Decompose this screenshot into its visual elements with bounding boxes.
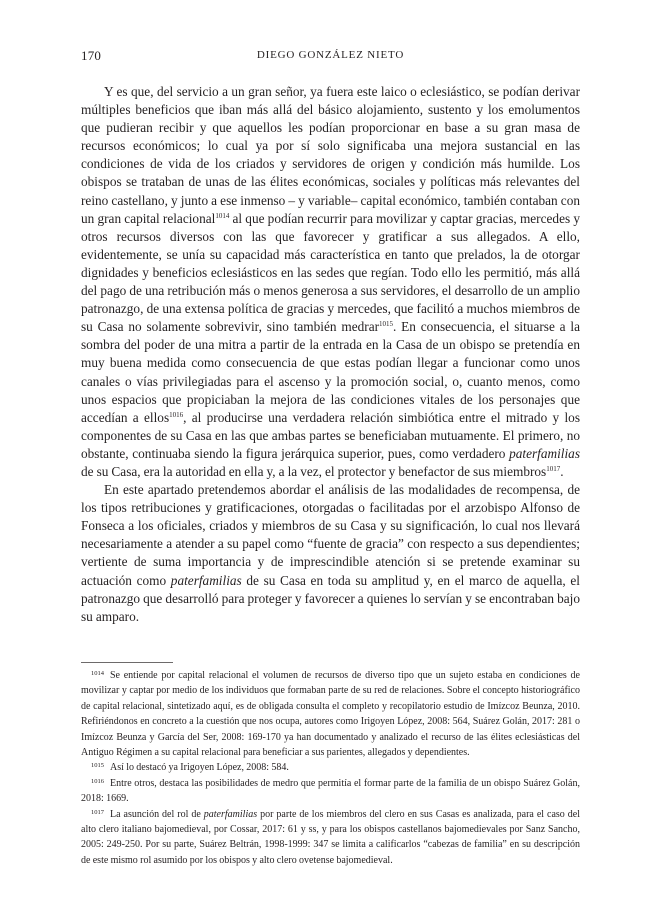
footnote-separator — [81, 662, 173, 663]
paragraph-1 — [81, 83, 580, 481]
italic-term: paterfamilias — [170, 572, 242, 588]
footnote-1014 — [81, 668, 580, 760]
footnote-text: Entre otros, destaca las posibilidades de medro que permitía el formar parte de la familia de un obispo Suárez Golán, 2018: 1669. — [81, 777, 580, 805]
italic-term: paterfamilias — [203, 808, 258, 820]
footnote-number: 1014 — [91, 670, 104, 677]
footnote-ref-1016[interactable]: 1016 — [169, 410, 184, 419]
footnote-number: 1017 — [91, 808, 104, 816]
footnote-1017 — [81, 807, 580, 869]
main-text — [81, 83, 580, 626]
text-run: . — [560, 463, 564, 479]
footnote-ref-1015[interactable]: 1015 — [379, 320, 394, 329]
text-run: de su Casa en toda su amplitud y, en el marco de aquella, el patronazgo que desarrolló para proteger y favorecer a quienes lo servían y se encontraban bajo su amparo. — [81, 572, 580, 624]
footnote-number: 1015 — [91, 762, 104, 770]
footnote-1015 — [81, 760, 580, 775]
running-head: DIEGO GONZÁLEZ NIETO — [256, 49, 405, 61]
footnote-text: Se entiende por capital relacional el volumen de recursos de diverso tipo que un sujeto estaba en condiciones de movilizar y captar por medio de los individuos que formaban parte de su red de relaciones. Sobre el concepto historiográfico de capital relacional, sintetizado aquí, es de obligada consulta el completo y recopilatorio estudio de Imízcoz Beunza, 2010. Refiriéndonos en concreto a la cuestión que nos ocupa, autores como Irigoyen López, 2008: 564, Suárez Golán, 2017: 281 o Imízcoz Beunza y García del Ser, 2008: 169-170 ya han documentado y analizado el recurso de las élites eclesiásticas del Antiguo Régimen a su capital relacional para beneficiar a sus parientes, allegados y dependientes. — [81, 670, 580, 759]
text-run: de su Casa, era la autoridad en ella y, a la vez, el protector y benefactor de sus miembros — [81, 463, 547, 479]
text-run: En este apartado pretendemos abordar el análisis de las modalidades de recompensa, de los tipos retribuciones y gratificaciones, otorgadas o facilitadas por el arzobispo Alfonso de Fonseca a los oficiales, criados y miembros de su Casa y su significación, lo cual nos llevará necesariamente a atender a su papel como “fuente de gracia” con respecto a sus dependientes; vertiente de suma importancia y de imprescindible atención si se pretende examinar su actuación como — [81, 482, 580, 588]
footnote-text: La asunción del rol de — [110, 808, 204, 820]
text-run: Y es que, del servicio a un gran señor, ya fuera este laico o eclesiástico, se podían derivar múltiples beneficios que iban más allá del básico alojamiento, sustento y los emolumentos que pudieran recibir y que aquellos les podían proporcionar en base a su gran masa de recursos económicos; lo cual ya por sí solo significaba una mejora sustancial en las condiciones de vida de los criados y servidores de origen y condición más humilde. Los obispos se trataban de unas de las élites económicas, sociales y políticas más relevantes del reino castellano, y junto a ese inmenso – y variable– capital económico, también contaban con un gran capital relacional — [81, 84, 580, 226]
footnote-ref-1017[interactable]: 1017 — [546, 464, 561, 473]
text-run: , al producirse una verdadera relación simbiótica entre el mitrado y los componentes de su Casa en las que ambas partes se beneficiaban mutuamente. El primero, no obstante, continuaba siendo la figura jerárquica superior, pues, como verdadero — [81, 409, 580, 461]
page-number: 170 — [81, 48, 102, 63]
footnote-number: 1016 — [91, 777, 104, 785]
footnote-1016 — [81, 776, 580, 807]
paragraph-2 — [81, 481, 580, 626]
footnotes — [81, 668, 580, 868]
italic-term: paterfamilias — [509, 445, 580, 461]
footnote-ref-1014[interactable]: 1014 — [215, 211, 230, 220]
text-run: . En consecuencia, el situarse a la sombra del poder de una mitra a partir de la entrada en la Casa de un obispo se pretendía en muy buena medida como consecuencia de que estas podían llegar a funcionar como unos canales o vías privilegiadas para el ascenso y la promoción social, o, cuanto menos, como unos espacios que propiciaban la mejora de las condiciones vitales de los personajes que accedían a ellos — [81, 319, 580, 425]
text-run: al que podían recurrir para movilizar y captar gracias, mercedes y otros recursos diversos con las que favorecer y gratificar a sus allegados. A ello, evidentemente, se unía su capacidad más característica en tanto que prelados, la de otorgar dignidades y beneficios eclesiásticos en las sedes que regían. Todo ello les permitió, más allá del pago de una retribución más o menos generosa a sus servidores, el desarrollo de un amplio patronazgo, de una extensa política de gracias y mercedes, que facilitó a muchos miembros de su Casa no solamente sobrevivir, sino también medrar — [81, 210, 580, 335]
footnote-text: por parte de los miembros del clero en sus Casas es analizada, para el caso del alto clero italiano bajomedieval, por Cossar, 2017: 61 y ss, y para los obispos castellanos bajomedievales por Sanz Sancho, 2005: 249-250. Por su parte, Suárez Beltrán, 1998-1999: 347 se limita a calificarlos “cabezas de familia” en su descripción de este mismo rol asumido por los obispos y alto clero ovetense bajomedieval. — [81, 808, 581, 866]
footnote-text: Así lo destacó ya Irigoyen López, 2008: 584. — [110, 762, 289, 774]
page-header — [81, 48, 580, 64]
